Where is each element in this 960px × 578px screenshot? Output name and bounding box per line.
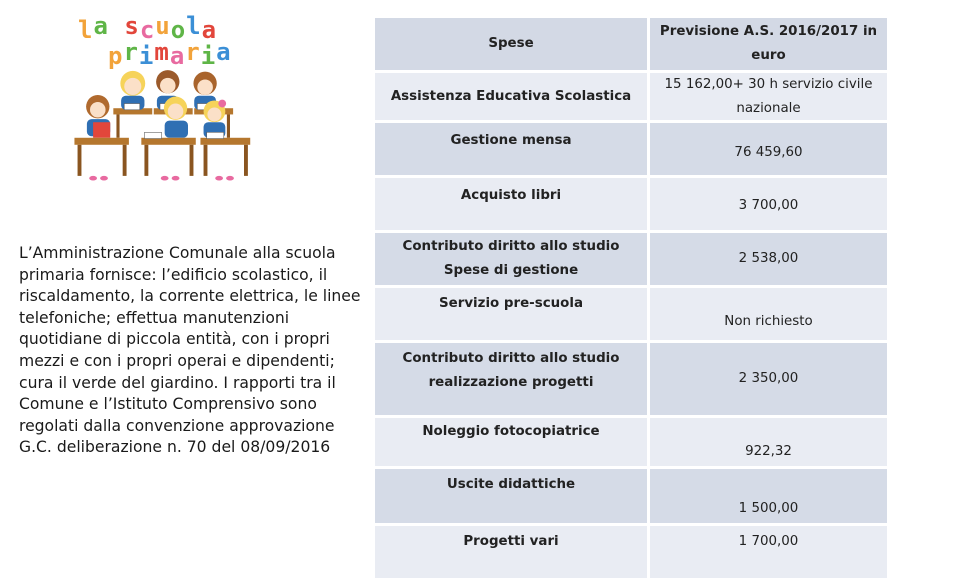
- row-label: Noleggio fotocopiatrice: [375, 418, 647, 466]
- row-value: 3 700,00: [650, 178, 887, 230]
- row-value: 15 162,00+ 30 h servizio civile nazionale: [650, 73, 887, 120]
- row-label: Progetti vari: [375, 526, 647, 578]
- logo-letter: l: [186, 12, 202, 40]
- table-row: [375, 526, 887, 578]
- logo-letter: o: [170, 16, 187, 44]
- intro-paragraph: L’Amministrazione Comunale alla scuola primaria fornisce: l’edificio scolastico, il riscaldamento, la corrente elettrica, le linee telefoniche; effettua manutenzioni quotidiane di piccola entità, con i propri mezzi e con i propri operai e dipendenti; cura il verde del giardino. I rapporti tra il Comune e l’Istituto Comprensivo sono regolati dalla convenzione approvazione G.C. deliberazione n. 70 del 08/09/2016: [19, 244, 361, 457]
- expense-table: [375, 18, 887, 549]
- row-label: Contributo diritto allo studio realizzazione progetti: [375, 343, 647, 415]
- logo-letter: i: [138, 42, 155, 70]
- header-previsione: Previsione A.S. 2016/2017 in euro: [650, 18, 887, 70]
- table-row: [375, 418, 887, 466]
- logo-letter: s: [124, 12, 140, 40]
- row-label: Assistenza Educativa Scolastica: [375, 73, 647, 120]
- table-row: [375, 343, 887, 415]
- logo-letter: p: [108, 42, 124, 70]
- table-row: [375, 73, 887, 120]
- logo-letter: u: [155, 12, 171, 40]
- logo-letter: a: [201, 16, 218, 44]
- logo-letter: a: [93, 12, 109, 40]
- row-label: Acquisto libri: [375, 178, 647, 230]
- logo-letter: a: [216, 38, 232, 66]
- row-value: 2 350,00: [650, 343, 887, 415]
- table-row: [375, 288, 887, 340]
- table-row: [375, 469, 887, 523]
- header-spese: Spese: [375, 18, 647, 70]
- logo-letter: r: [185, 38, 201, 66]
- red-book: [93, 122, 110, 138]
- logo-letter: c: [139, 16, 156, 44]
- logo-letter: i: [200, 42, 217, 70]
- classroom-illustration: [40, 60, 280, 235]
- logo-letter: l: [78, 16, 94, 44]
- logo-letter: m: [154, 38, 170, 66]
- row-value: 1 500,00: [650, 469, 887, 523]
- row-label: Contributo diritto allo studio Spese di gestione: [375, 233, 647, 285]
- row-label: Uscite didattiche: [375, 469, 647, 523]
- row-label: Servizio pre-scuola: [375, 288, 647, 340]
- logo-letter: a: [169, 42, 186, 70]
- table-row: [375, 178, 887, 230]
- row-value: Non richiesto: [650, 288, 887, 340]
- row-value: 1 700,00: [650, 526, 887, 578]
- table-row: [375, 233, 887, 285]
- desk-front-left: [74, 138, 128, 145]
- row-value: 2 538,00: [650, 233, 887, 285]
- row-label: Gestione mensa: [375, 123, 647, 175]
- table-row: [375, 123, 887, 175]
- table-header-row: [375, 18, 887, 70]
- row-value: 76 459,60: [650, 123, 887, 175]
- row-value: 922,32: [650, 418, 887, 466]
- logo-letter: r: [123, 38, 139, 66]
